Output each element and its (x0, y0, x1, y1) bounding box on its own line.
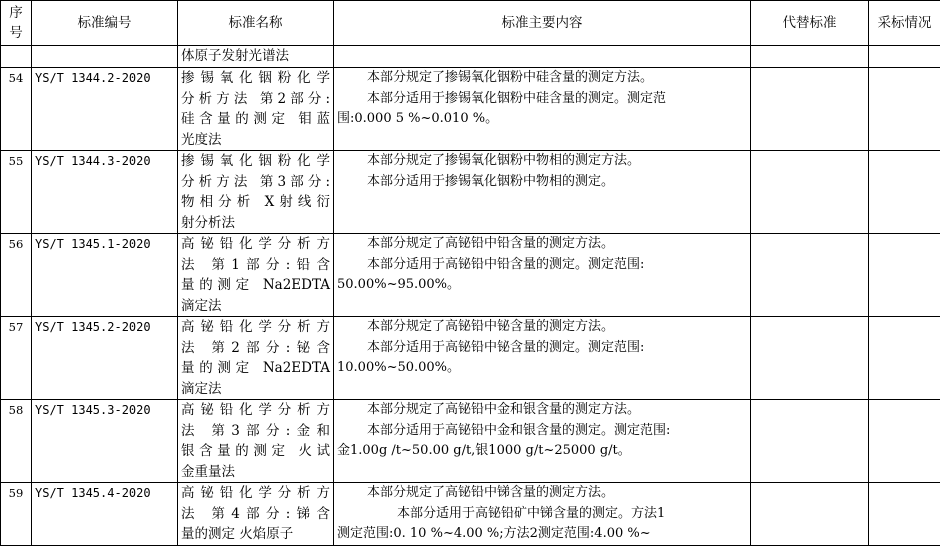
name-line: 金重量法 (181, 463, 235, 480)
cell-content (334, 234, 751, 317)
cell-replace (751, 151, 869, 234)
name-line: 法 第1部分:铅含 (181, 256, 330, 273)
header-content: 标准主要内容 (334, 1, 751, 46)
cell-replace (751, 234, 869, 317)
content-line: 50.00%~95.00%。 (337, 277, 461, 292)
cell-code: YS/T 1345.4-2020 (32, 483, 178, 546)
cell-code: YS/T 1345.3-2020 (32, 400, 178, 483)
header-replace: 代替标准 (751, 1, 869, 46)
content-line: 本部分适用于高铋铅矿中锑含量的测定。方法1 (397, 505, 666, 521)
cell-num: 54 (1, 68, 32, 151)
cell-adopt (869, 234, 940, 317)
name-line: 法 第3部分:金和 (181, 422, 330, 439)
name-line: 滴定法 (181, 380, 222, 397)
cell-num: 57 (1, 317, 32, 400)
name-line: 分析方法 第3部分: (181, 173, 330, 190)
cell-content (334, 400, 751, 483)
content-line: 本部分规定了高铋铅中铅含量的测定方法。 (367, 236, 615, 251)
name-line: 高铋铅化学分析方 (181, 485, 330, 501)
name-line: 分析方法 第2部分: (181, 90, 330, 107)
header-adopt: 采标情况 (869, 1, 940, 46)
header-row (1, 1, 940, 46)
content-line: 本部分规定了高铋铅中铋含量的测定方法。 (367, 319, 615, 334)
header-seq: 序号 (1, 1, 32, 46)
header-name: 标准名称 (178, 1, 334, 46)
cell-num: 56 (1, 234, 32, 317)
content-line: 本部分适用于高铋铅中铅含量的测定。测定范围: (367, 256, 645, 272)
cell-code: YS/T 1344.3-2020 (32, 151, 178, 234)
name-line: 掺锡氧化铟粉化学 (181, 70, 330, 86)
cell-name (178, 483, 334, 546)
cell-content (334, 317, 751, 400)
cell-content (334, 483, 751, 546)
cell-name (178, 151, 334, 234)
name-line: 量的测定 Na2EDTA (181, 277, 330, 293)
name-line: 法 第4部分:锑含 (181, 505, 330, 522)
content-line: 本部分规定了高铋铅中金和银含量的测定方法。 (367, 402, 641, 417)
cell-num: 59 (1, 483, 32, 546)
name-line: 高铋铅化学分析方 (181, 236, 330, 252)
content-line: 测定范围:0. 10 %~4.00 %;方法2测定范围:4.00 %~ (337, 526, 651, 541)
continuation-row (1, 46, 940, 68)
content-line: 围:0.000 5 %~0.010 %。 (337, 111, 499, 126)
cell-name (178, 234, 334, 317)
cell-code (32, 46, 178, 68)
content-line: 本部分适用于掺锡氧化铟粉中物相的测定。 (367, 173, 615, 189)
cell-replace (751, 317, 869, 400)
cell-adopt (869, 46, 940, 68)
content-line: 本部分适用于掺锡氧化铟粉中硅含量的测定。测定范 (367, 90, 667, 106)
name-line: 滴定法 (181, 297, 222, 314)
cell-adopt (869, 68, 940, 151)
cell-num (1, 46, 32, 68)
content-line: 本部分适用于高铋铅中金和银含量的测定。测定范围: (367, 422, 671, 438)
cell-code: YS/T 1345.2-2020 (32, 317, 178, 400)
name-line: 量的测定 火焰原子 (181, 526, 294, 542)
name-line: 硅含量的测定 钼蓝 (181, 111, 330, 127)
table-row (1, 317, 940, 400)
name-line: 银含量的测定 火试 (181, 443, 330, 459)
name-line: 法 第2部分:铋含 (181, 339, 330, 356)
cell-adopt (869, 317, 940, 400)
name-line: 射分析法 (181, 214, 235, 231)
table-row (1, 151, 940, 234)
cell-num: 58 (1, 400, 32, 483)
content-line: 本部分规定了掺锡氧化铟粉中硅含量的测定方法。 (367, 70, 654, 85)
cell-replace (751, 400, 869, 483)
name-line: 物相分析 X射线衍 (181, 194, 330, 210)
content-line: 本部分适用于高铋铅中铋含量的测定。测定范围: (367, 339, 645, 355)
content-line: 10.00%~50.00%。 (337, 360, 461, 375)
cell-code: YS/T 1345.1-2020 (32, 234, 178, 317)
header-code: 标准编号 (32, 1, 178, 46)
cell-adopt (869, 483, 940, 546)
cell-adopt (869, 151, 940, 234)
cell-content (334, 68, 751, 151)
cell-name (178, 68, 334, 151)
name-line: 量的测定 Na2EDTA (181, 360, 330, 376)
cell-name: 体原子发射光谱法 (178, 46, 334, 68)
content-line: 本部分规定了掺锡氧化铟粉中物相的测定方法。 (367, 153, 641, 168)
table-row (1, 483, 940, 546)
name-line: 高铋铅化学分析方 (181, 402, 330, 418)
cell-name (178, 317, 334, 400)
cell-num: 55 (1, 151, 32, 234)
table-row (1, 234, 940, 317)
cell-replace (751, 68, 869, 151)
content-line: 金1.00g /t~50.00 g/t,银1000 g/t~25000 g/t。 (337, 443, 631, 458)
name-line: 光度法 (181, 131, 222, 148)
name-line: 高铋铅化学分析方 (181, 319, 330, 335)
cell-adopt (869, 400, 940, 483)
cell-replace (751, 46, 869, 68)
cell-content (334, 151, 751, 234)
name-line: 掺锡氧化铟粉化学 (181, 153, 330, 169)
cell-name (178, 400, 334, 483)
cell-code: YS/T 1344.2-2020 (32, 68, 178, 151)
cell-content (334, 46, 751, 68)
content-line: 本部分规定了高铋铅中锑含量的测定方法。 (367, 485, 615, 500)
table-row (1, 400, 940, 483)
table-row (1, 68, 940, 151)
cell-replace (751, 483, 869, 546)
